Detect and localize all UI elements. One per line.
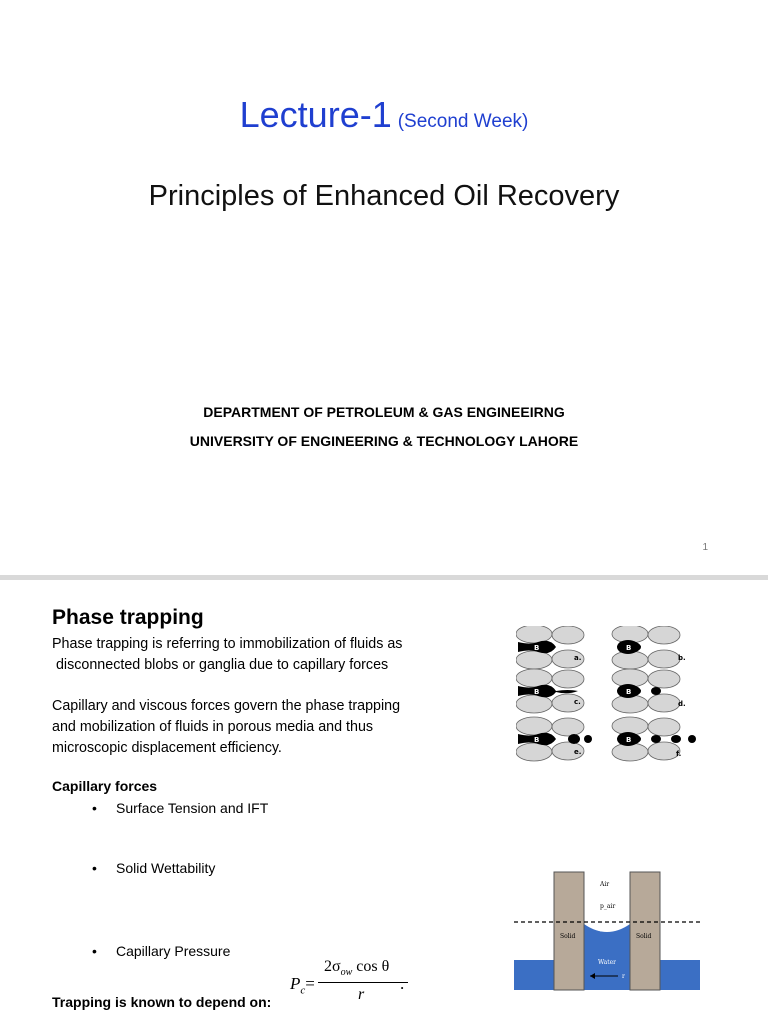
paragraph-definition: [52, 634, 472, 676]
bullet-dot-icon: •: [92, 943, 97, 959]
water-label: Water: [598, 959, 617, 966]
paragraph-line: microscopic displacement efficiency.: [52, 740, 282, 756]
fraction-bar: [318, 982, 408, 983]
capillary-forces-heading: Capillary forces: [52, 778, 158, 794]
formula-period: .: [400, 974, 405, 993]
trapping-line: Trapping is known to depend on:: [52, 994, 272, 1010]
solid-right-label: Solid: [636, 933, 652, 940]
p-w-label: p_W: [600, 925, 614, 932]
department-name: DEPARTMENT OF PETROLEUM & GAS ENGINEEIRNG: [203, 404, 565, 420]
formula-denominator: r: [358, 986, 365, 1003]
bullet-text: Surface Tension and IFT: [116, 800, 269, 816]
lecture-title-sub: (Second Week): [397, 111, 529, 132]
formula-lhs: $P_c=$: [290, 974, 315, 997]
water-column: [584, 924, 630, 990]
blob-label: B: [626, 688, 632, 696]
lecture-title: [0, 94, 768, 136]
capillary-tube-figure: [514, 868, 700, 992]
air-label: Air: [600, 881, 610, 888]
blob-label: B: [534, 736, 540, 744]
paragraph-line: and mobilization of fluids in porous media and thus: [52, 719, 374, 735]
page-number: 1: [702, 542, 708, 553]
capillary-pressure-formula: [288, 958, 418, 1008]
solid-wall-left: [554, 872, 584, 990]
pore-trapping-figure: [516, 626, 700, 766]
bullet-dot-icon: •: [92, 800, 97, 816]
blob-label: B: [626, 736, 632, 744]
blob-label: B: [626, 644, 632, 652]
lecture-title-main: Lecture-1: [239, 94, 392, 135]
solid-wall-right: [630, 872, 660, 990]
p-air-label: p_air: [600, 903, 616, 910]
paragraph-forces: [52, 696, 472, 759]
university-name: UNIVERSITY OF ENGINEERING & TECHNOLOGY LAHORE: [189, 433, 579, 449]
bullet-item: [92, 860, 215, 876]
paragraph-line: Capillary and viscous forces govern the phase trapping: [52, 698, 401, 714]
panel-label: b.: [678, 654, 686, 662]
panel-label: d.: [678, 700, 686, 708]
panel-label: f.: [676, 750, 682, 758]
bullet-item: [92, 800, 268, 816]
panel-label: a.: [574, 654, 582, 662]
blob-label: B: [534, 688, 540, 696]
bullet-text: Capillary Pressure: [116, 943, 231, 959]
blob-label: B: [534, 644, 540, 652]
bullet-dot-icon: •: [92, 860, 97, 876]
panel-label: e.: [574, 748, 582, 756]
paragraph-line: Phase trapping is referring to immobilization of fluids as: [52, 636, 403, 652]
paragraph-line: disconnected blobs or ganglia due to capillary forces: [52, 657, 389, 673]
bullet-item: [92, 943, 230, 959]
slide-heading: Phase trapping: [52, 606, 204, 629]
r-label: r: [622, 973, 625, 980]
bullet-text: Solid Wettability: [116, 860, 216, 876]
formula-numerator: $2\sigma_{ow}$ cos θ: [324, 958, 390, 979]
solid-left-label: Solid: [560, 933, 576, 940]
course-title: Principles of Enhanced Oil Recovery: [148, 180, 620, 212]
panel-label: c.: [574, 698, 581, 706]
